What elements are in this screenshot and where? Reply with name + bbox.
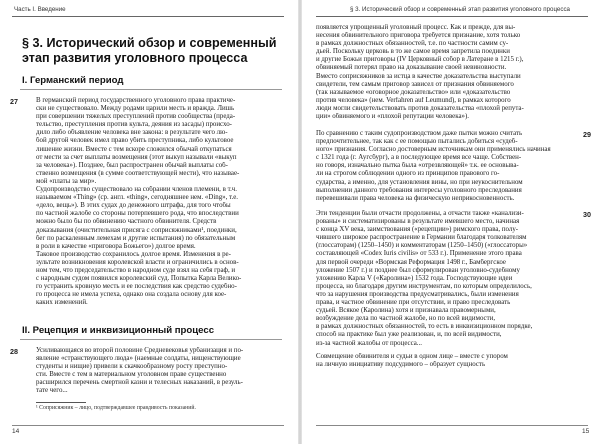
subsection-rule bbox=[20, 89, 282, 90]
text-line: сударства, а именно, для установления вины, но при неукоснительном bbox=[316, 178, 523, 186]
margin-number-30: 30 bbox=[583, 210, 591, 219]
paragraph-block-28 bbox=[36, 347, 286, 396]
running-head-right: § 3. Исторический обзор и современный этап развития уголовного процесса bbox=[350, 6, 570, 13]
text-line: с конца XV века, заимствования («рецепции») римского права, полу- bbox=[316, 226, 519, 234]
text-line: (глоссаторам) (1250–1450) и комментаторам (1250–1450) («глоссаторы» bbox=[316, 242, 528, 250]
text-line: сти. Вместе с тем в материальном уголовном праве существенно bbox=[36, 371, 227, 379]
text-line: студенты и нищие) привели к скачкообразному росту преступно- bbox=[36, 363, 228, 371]
text-line: дьей. Поскольку церковь в то же самое время запретила поединки bbox=[316, 48, 510, 56]
paragraph-block-trailing bbox=[316, 353, 578, 369]
text-line: появляется упрощенный уголовный процесс. Как и прежде, для вы- bbox=[316, 24, 516, 31]
text-line: из-за частной жалобы от процесса... bbox=[316, 339, 422, 347]
text-line: ственно возмещения (в сумме соответствующей мести), что называе- bbox=[36, 169, 240, 177]
page-number-left: 14 bbox=[12, 428, 20, 435]
text-line: Эти тенденции были отчасти продолжены, а отчасти также «канализи- bbox=[316, 210, 524, 217]
text-line: уложению Карла V («Каролина») 1532 года. Господствующие идеи bbox=[316, 274, 513, 282]
text-line: Усиливающаяся во второй половине Средневековья урбанизация и по- bbox=[36, 347, 244, 354]
text-line: зультате возникновения королевской власти и ограничились в основ- bbox=[36, 258, 239, 266]
margin-number-29: 29 bbox=[583, 130, 591, 139]
paragraph-block-30 bbox=[316, 210, 578, 348]
text-line: го устранить кровную месть и ее последствия как средство судебно- bbox=[36, 283, 237, 291]
text-line: составляющей «Codex Iuris civilis» от 533 г.). Применение этого права bbox=[316, 250, 522, 258]
text-line: и другие Божьи приговоры (IV Церковный собор в Латеране в 1215 г.), bbox=[316, 56, 524, 64]
text-line: явление «странствующего люда» (наемные солдаты, нищенствующие bbox=[36, 355, 241, 363]
text-line: каких изменений. bbox=[36, 299, 88, 307]
text-line: в роли в качестве «приговора Божьего») долгое время. bbox=[36, 242, 196, 250]
text-line: тате чего... bbox=[36, 387, 68, 395]
text-line: го процесса не имела успеха, однако она создала основу для кое- bbox=[36, 291, 227, 299]
text-line: можно было бы по обвинению частного обвинителя. Средств bbox=[36, 218, 217, 226]
text-line: ном тем, что председательство в народном суде взял на себя граф, и bbox=[36, 266, 236, 274]
text-line: ного» признания. Согласно достоверным источникам они применялись начиная bbox=[316, 146, 551, 154]
text-line: для первой очереди «Вормская Реформация 1498 г., Бамбергское bbox=[316, 258, 506, 266]
text-line: В германский период государственного уголовного права практиче- bbox=[36, 97, 236, 104]
subsection-rule bbox=[20, 339, 282, 340]
text-line: Вместо соприсяжников за истца в качестве доказательства выступали bbox=[316, 72, 521, 80]
text-line: свидетели, тем самым приговор зависел от признания обвиняемого bbox=[316, 80, 514, 88]
footer-rule bbox=[316, 425, 588, 426]
header-rule bbox=[316, 16, 588, 17]
text-line: с 1321 года (г. Аугсбург), а в последующее время все чаще. Собствен- bbox=[316, 154, 522, 162]
text-line: мой «платы за мир». bbox=[36, 177, 97, 185]
text-line: расширился перечень смертной казни и телесных наказаний, в резуль- bbox=[36, 379, 243, 387]
text-line: уложение 1507 г.) и позднее был сформулирован уголовно-судебному bbox=[316, 266, 520, 274]
text-line: доказывания (очистительная присяга с соприсяжниками¹, поединки, bbox=[36, 226, 237, 234]
text-line: в рамках должностных обязанностей, т.е. по частности самим су- bbox=[316, 40, 509, 48]
text-line: Судопроизводство существовало на собрании членов племени, в т.ч. bbox=[36, 186, 237, 194]
text-line: ски не существовало. Между родами царили месть и вражда. Лишь bbox=[36, 105, 235, 113]
text-line: способ на практике был уже реализован, и, по всей видимости, bbox=[316, 331, 502, 339]
text-line: рованы» и систематизированы в результате имевшего место, начиная bbox=[316, 218, 520, 226]
text-line: ции» обвиняемого и «плохой репутации человека»). bbox=[316, 113, 469, 121]
text-line: права, и частное обвинение при отсутствии, и право преследовать bbox=[316, 299, 511, 307]
text-line: с народным судом появился королевский суд. Попытка Карла Велико- bbox=[36, 275, 242, 283]
paragraph-block-27 bbox=[36, 97, 286, 307]
text-line: за человека»). Позднее, был распространен обычай выплаты соб- bbox=[36, 161, 228, 169]
text-line: бой другой человек имел право убить преступника, либо культовое bbox=[36, 137, 234, 145]
text-line: судьей. Всякое (Каролина) хотя и признавала правомерными, bbox=[316, 307, 496, 315]
text-line: на личную инициативу подсудимого – образует сущность bbox=[316, 361, 486, 369]
header-rule bbox=[12, 16, 284, 17]
running-head-left: Часть I. Введение bbox=[14, 6, 66, 13]
text-line: что за нарушения производства предусматривались, были изменения bbox=[316, 290, 519, 298]
text-line: перевешивали права человека на физическую неприкосновенность. bbox=[316, 194, 515, 202]
text-line: возбуждение дела по частной жалобе, но по всей видимости, bbox=[316, 315, 496, 323]
text-line: чившего широкое распространение в Германии благодаря толкователям bbox=[316, 234, 527, 242]
footnote-rule bbox=[36, 402, 86, 403]
left-page bbox=[0, 0, 298, 444]
text-line: несения обвинительного приговора требуется признание, хотя только bbox=[316, 32, 521, 40]
text-line: дило либо объявление человека вне закона: в результате чего лю- bbox=[36, 129, 228, 137]
text-line: обвиняемый потерял право на доказывание своей невиновности. bbox=[316, 64, 507, 72]
paragraph-block-29 bbox=[316, 130, 578, 203]
footer-rule bbox=[12, 425, 284, 426]
text-line: По сравнению с таким судопроизводством даже пытки можно считать bbox=[316, 130, 523, 137]
text-line: люди могли свидетельствовать против доказательства «плохой репута- bbox=[316, 104, 524, 112]
text-line: тельство, преступления против культа, деяния из засады) происхо- bbox=[36, 121, 232, 129]
text-line: называемом «Thing» (ср. англ. «thing», сегодняшнее нем. «Ding», т.е. bbox=[36, 194, 239, 202]
text-line: бег по раскаленным лемехам и другие испытания) по обязательным bbox=[36, 234, 236, 242]
right-page bbox=[302, 0, 600, 444]
text-line: (так называемое «оговорное доказательство» или «доказательство bbox=[316, 88, 511, 96]
text-line: процесса, но благодаря другим инструментам, по которым определилось, bbox=[316, 282, 532, 290]
subsection-title-reception: II. Рецепция и инквизиционный процесс bbox=[22, 325, 215, 336]
text-line: Совмещение обвинителя и судьи в одном лице – вместе с упором bbox=[316, 353, 508, 360]
text-line: ли на строгом соблюдении одного из принципов правового го- bbox=[316, 170, 500, 178]
text-line: но говоря, изначально пытка была «отрезвляющей» т.к. ее основыва- bbox=[316, 162, 519, 170]
page-number-right: 15 bbox=[582, 428, 590, 435]
paragraph-block-continued bbox=[316, 24, 578, 121]
text-line: в рамках должностных обязанностей, то есть в инквизиционном порядке, bbox=[316, 323, 533, 331]
subsection-title-german-period: I. Германский период bbox=[22, 75, 124, 86]
text-line: по частной жалобе со стороны потерпевшего рода, что впоследствии bbox=[36, 210, 239, 218]
text-line: Таковое производство сохранилось долгое время. Изменения в ре- bbox=[36, 250, 231, 258]
text-line: выполнении данного требования интересы уголовного преследования bbox=[316, 186, 522, 194]
text-line: от мести за счет выплаты возмещения (этот выкуп называли «выкуп bbox=[36, 153, 237, 161]
margin-number-27: 27 bbox=[10, 97, 18, 106]
text-line: лишение жизни. Вместе с тем вскоре сложился обычай откупаться bbox=[36, 145, 232, 153]
text-line: при совершении тяжелых преступлений против сообщества (преда- bbox=[36, 113, 236, 121]
text-line: против человека» (нем. Verfahren auf Leumund), в рамках которого bbox=[316, 96, 511, 104]
text-line: «дело, вещь»). В этих судах до денежного штрафа, для того чтобы bbox=[36, 202, 231, 210]
section-title: § 3. Исторический обзор и современный этап развития уголовного процесса bbox=[22, 36, 277, 65]
text-line: предпочтительнее, так как с ее помощью пытались добиться «судеб- bbox=[316, 138, 518, 146]
margin-number-28: 28 bbox=[10, 347, 18, 356]
footnote: ¹ Соприсяжник – лицо, подтверждавшее правдивость показаний. bbox=[36, 405, 196, 411]
